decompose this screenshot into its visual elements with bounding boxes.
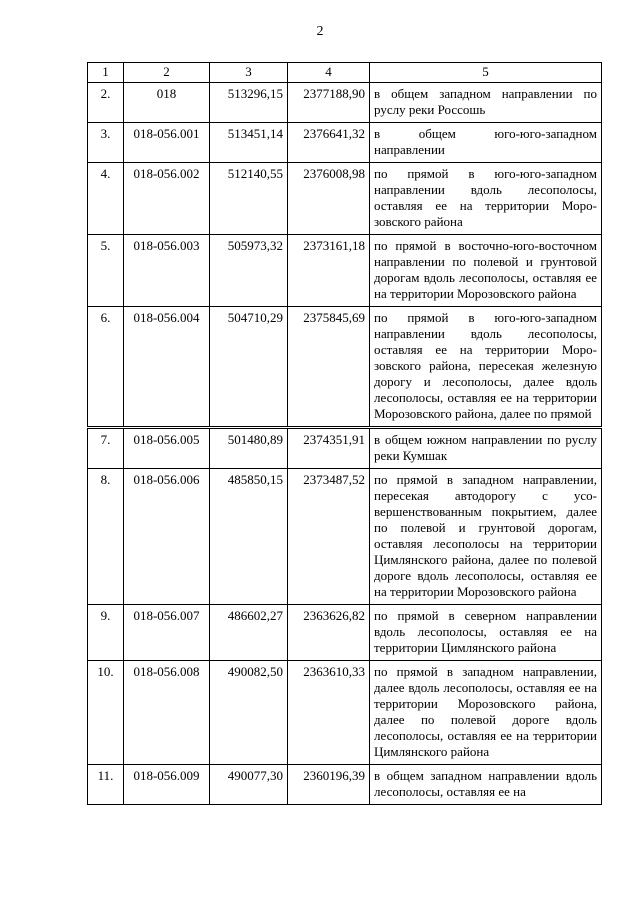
point-code-cell: 018-056.003: [124, 235, 210, 307]
coordinate-x-cell: 486602,27: [210, 605, 288, 661]
coordinate-x-cell: 485850,15: [210, 469, 288, 605]
description-cell: в общем юго-юго-западном направлении: [370, 123, 602, 163]
header-cell-2: 2: [124, 63, 210, 83]
table-header-row: [88, 63, 602, 83]
table-row: [88, 661, 602, 765]
row-number-cell: 11.: [88, 765, 124, 805]
coordinate-x-cell: 490082,50: [210, 661, 288, 765]
point-code-cell: 018-056.006: [124, 469, 210, 605]
coordinate-y-cell: 2376008,98: [288, 163, 370, 235]
coordinate-y-cell: 2373161,18: [288, 235, 370, 307]
point-code-cell: 018-056.009: [124, 765, 210, 805]
coordinate-x-cell: 504710,29: [210, 307, 288, 428]
description-cell: по прямой в западном направлении, далее вдоль лесополосы, оставляя ее на территории Морозовского района, далее по полевой дороге вдоль лесополосы, оставляя ее на территории Цимлянского района: [370, 661, 602, 765]
table-row: [88, 307, 602, 428]
coordinate-x-cell: 501480,89: [210, 428, 288, 469]
table-row: [88, 163, 602, 235]
point-code-cell: 018: [124, 83, 210, 123]
coordinate-y-cell: 2377188,90: [288, 83, 370, 123]
row-number-cell: 8.: [88, 469, 124, 605]
table-row: [88, 765, 602, 805]
point-code-cell: 018-056.005: [124, 428, 210, 469]
coordinate-y-cell: 2360196,39: [288, 765, 370, 805]
description-cell: в общем западном направлении по руслу реки Россошь: [370, 83, 602, 123]
coordinate-x-cell: 513296,15: [210, 83, 288, 123]
header-cell-5: 5: [370, 63, 602, 83]
point-code-cell: 018-056.007: [124, 605, 210, 661]
row-number-cell: 10.: [88, 661, 124, 765]
description-cell: по прямой в восточно-юго-восточном направлении по полевой и грунтовой дорогам вдоль лесополосы, оставляя ее на территории Морозовского района: [370, 235, 602, 307]
row-number-cell: 7.: [88, 428, 124, 469]
row-number-cell: 3.: [88, 123, 124, 163]
row-number-cell: 9.: [88, 605, 124, 661]
coordinate-y-cell: 2373487,52: [288, 469, 370, 605]
description-cell: по прямой в северном направлении вдоль лесополосы, оставляя ее на территории Цимлянского района: [370, 605, 602, 661]
header-cell-1: 1: [88, 63, 124, 83]
description-cell: по прямой в юго-юго-западном направлении вдоль лесополосы, оставляя ее на территории Морозовского района: [370, 163, 602, 235]
page-number: 2: [316, 24, 324, 39]
point-code-cell: 018-056.004: [124, 307, 210, 428]
table-row: [88, 428, 602, 469]
coordinate-y-cell: 2363610,33: [288, 661, 370, 765]
row-number-cell: 4.: [88, 163, 124, 235]
description-cell: по прямой в западном направлении, пересекая автодорогу с усовершенствованным покрытием, далее по полевой и грунтовой дорогам, оставляя лесополосы на территории Цимлянского района, далее по полевой дороге вдоль лесополосы, оставляя ее на территории Морозовского района: [370, 469, 602, 605]
coordinate-y-cell: 2374351,91: [288, 428, 370, 469]
point-code-cell: 018-056.002: [124, 163, 210, 235]
coordinate-x-cell: 512140,55: [210, 163, 288, 235]
description-cell: по прямой в юго-юго-западном направлении вдоль лесополосы, оставляя ее на территории Морозовского района, пересекая железную дорогу и лесополосы, далее вдоль лесополосы, оставляя ее на территории Морозовского района, далее по прямой: [370, 307, 602, 428]
table-row: [88, 123, 602, 163]
table-row: [88, 83, 602, 123]
point-code-cell: 018-056.008: [124, 661, 210, 765]
boundary-table: [87, 62, 602, 805]
coordinate-x-cell: 505973,32: [210, 235, 288, 307]
point-code-cell: 018-056.001: [124, 123, 210, 163]
header-cell-4: 4: [288, 63, 370, 83]
coordinate-x-cell: 513451,14: [210, 123, 288, 163]
coordinate-y-cell: 2375845,69: [288, 307, 370, 428]
coordinate-x-cell: 490077,30: [210, 765, 288, 805]
row-number-cell: 2.: [88, 83, 124, 123]
coordinate-y-cell: 2376641,32: [288, 123, 370, 163]
description-cell: в общем южном направлении по руслу реки Кумшак: [370, 428, 602, 469]
row-number-cell: 6.: [88, 307, 124, 428]
table-row: [88, 235, 602, 307]
row-number-cell: 5.: [88, 235, 124, 307]
description-cell: в общем западном направлении вдоль лесополосы, оставляя ее на: [370, 765, 602, 805]
table-row: [88, 605, 602, 661]
header-cell-3: 3: [210, 63, 288, 83]
coordinate-y-cell: 2363626,82: [288, 605, 370, 661]
table-row: [88, 469, 602, 605]
